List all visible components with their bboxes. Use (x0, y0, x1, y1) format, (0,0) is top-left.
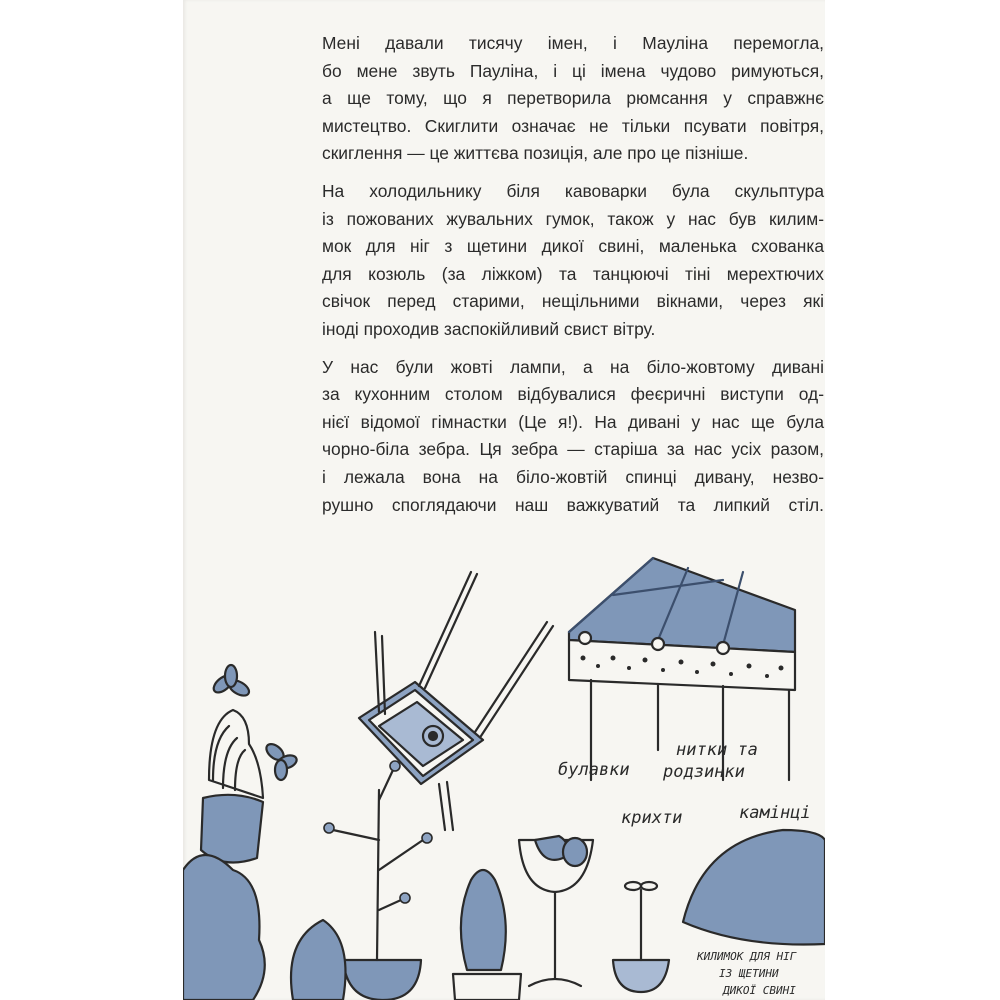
bushes-drawing (183, 855, 346, 1000)
text-line: за кухонним столом відбувалися феєричні виступи од- (322, 384, 824, 405)
text-line: У нас були жовті лампи, а на біло-жовтому дивані (322, 356, 824, 377)
text-line: рушно споглядаючи наш важкуватий та липкий стіл. (322, 494, 824, 515)
text-block (257, 30, 824, 529)
label-rug-line1: КИЛИМОК ДЛЯ НІГ (697, 950, 797, 963)
text-line: чорно-біла зебра. Ця зебра — старіша за нас усіх разом, (322, 439, 824, 460)
text-line: нієї відомої гімнастки (Це я!). На дивані у нас ще була (322, 411, 824, 432)
label-rug-line3: ДИКОЇ СВИНІ (723, 984, 796, 997)
text-line: із пожованих жувальних гумок, також у нас був килим- (322, 208, 824, 229)
rug-drawing (683, 830, 825, 945)
goblet-drawing (519, 836, 593, 986)
text-line: бо мене звуть Пауліна, і ці імена чудово римуються, (322, 60, 824, 81)
gum-sculpture-drawing (453, 870, 521, 1000)
text-line: мистецтво. Скиглити означає не тільки псувати повітря, (322, 115, 824, 136)
potted-plant-left-drawing (201, 665, 298, 863)
label-crumbs: крихти (621, 808, 683, 828)
label-pebbles: камінці (739, 803, 811, 823)
text-line: свічок перед старими, нещільними вікнами, через які (322, 291, 824, 312)
paragraph-2 (257, 178, 824, 344)
text-line: мок для ніг з щетини дикої свині, маленька схованка (322, 236, 824, 257)
paragraph-1 (257, 30, 824, 168)
label-threads-line1: нитки та (676, 740, 758, 760)
text-line: і лежала вона на біло-жовтій спинці дивану, незво- (322, 466, 824, 487)
text-line: для козюль (за ліжком) та танцюючі тіні мерехтючих (322, 263, 824, 284)
sprout-pot-drawing (613, 882, 669, 992)
label-rug-line2: ІЗ ЩЕТИНИ (719, 967, 779, 980)
upside-down-stool-drawing (359, 572, 553, 830)
text-line: скиглення — це життєва позиція, але про це пізніше. (322, 143, 749, 164)
text-line: а ще тому, що я перетворила рюмсання у справжнє (322, 88, 824, 109)
label-pins: булавки (558, 760, 630, 780)
label-threads-line2: родзинки (663, 762, 745, 782)
book-page (183, 0, 825, 1000)
paragraph-3 (257, 354, 824, 520)
kitchen-illustration (183, 540, 825, 1000)
text-line: іноді проходив заспокійливий свист вітру. (322, 318, 656, 339)
text-line: На холодильнику біля кавоварки була скульптура (322, 180, 824, 201)
text-line: Мені давали тисячу імен, і Мауліна перемогла, (322, 33, 824, 53)
